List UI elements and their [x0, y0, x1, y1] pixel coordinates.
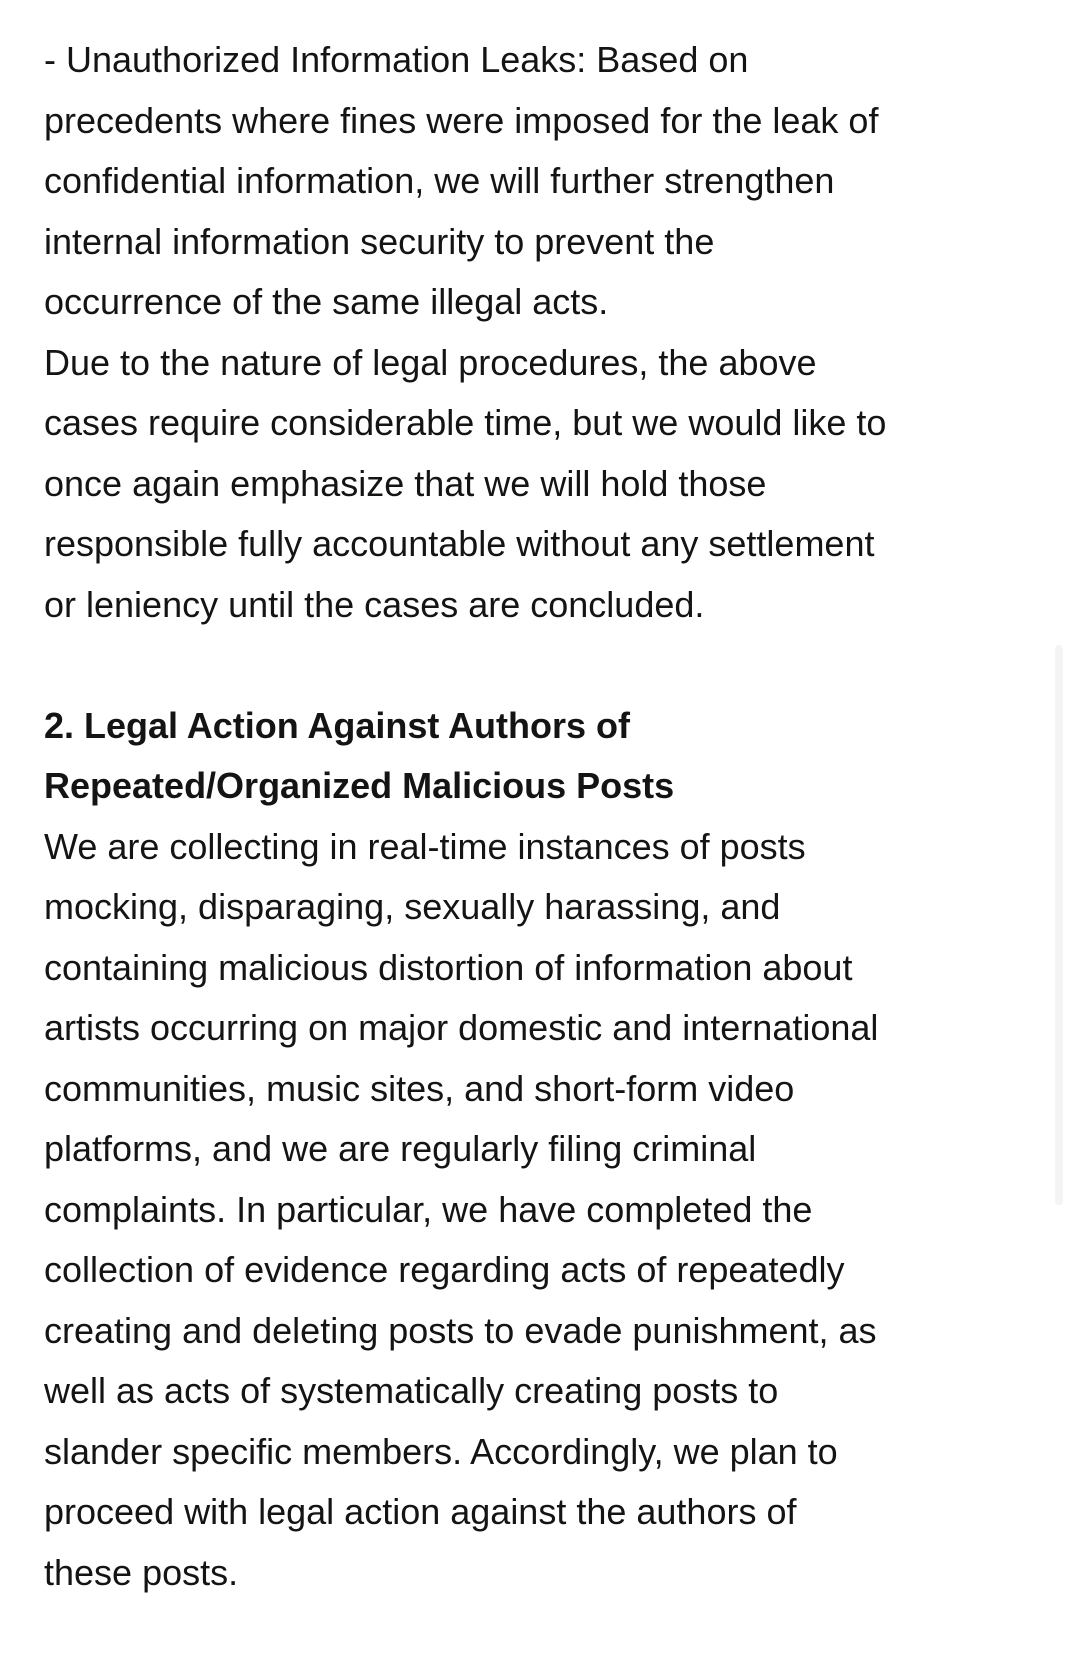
section-body-paragraph: We are collecting in real-time instances of posts mocking, disparaging, sexually harassing, and containing malicious distortion of information about artists occurring on major domestic and international communities, music sites, and short-form video platforms, and we are regularly filing criminal complaints. In particular, we have completed the collection of evidence regarding acts of repeatedly creating and deleting posts to evade punishment, as well as acts of systematically creating posts to slander specific members. Accordingly, we plan to proceed with legal action against the authors of these posts.	[44, 825, 879, 1593]
document-body	[44, 30, 1044, 1603]
leak-paragraph: - Unauthorized Information Leaks: Based on precedents where fines were imposed for the leak of confidential information, we will further strengthen internal information security to prevent the occurrence of the same illegal acts.	[44, 39, 879, 322]
section-heading: 2. Legal Action Against Authors of Repeated/Organized Malicious Posts	[44, 704, 675, 806]
scrollbar-track[interactable]	[1055, 645, 1063, 1205]
section-gap	[44, 635, 1044, 696]
legal-procedure-paragraph: Due to the nature of legal procedures, the above cases require considerable time, but we would like to once again emphasize that we will hold those responsible fully accountable without any settlement or leniency until the cases are concluded.	[44, 341, 887, 625]
